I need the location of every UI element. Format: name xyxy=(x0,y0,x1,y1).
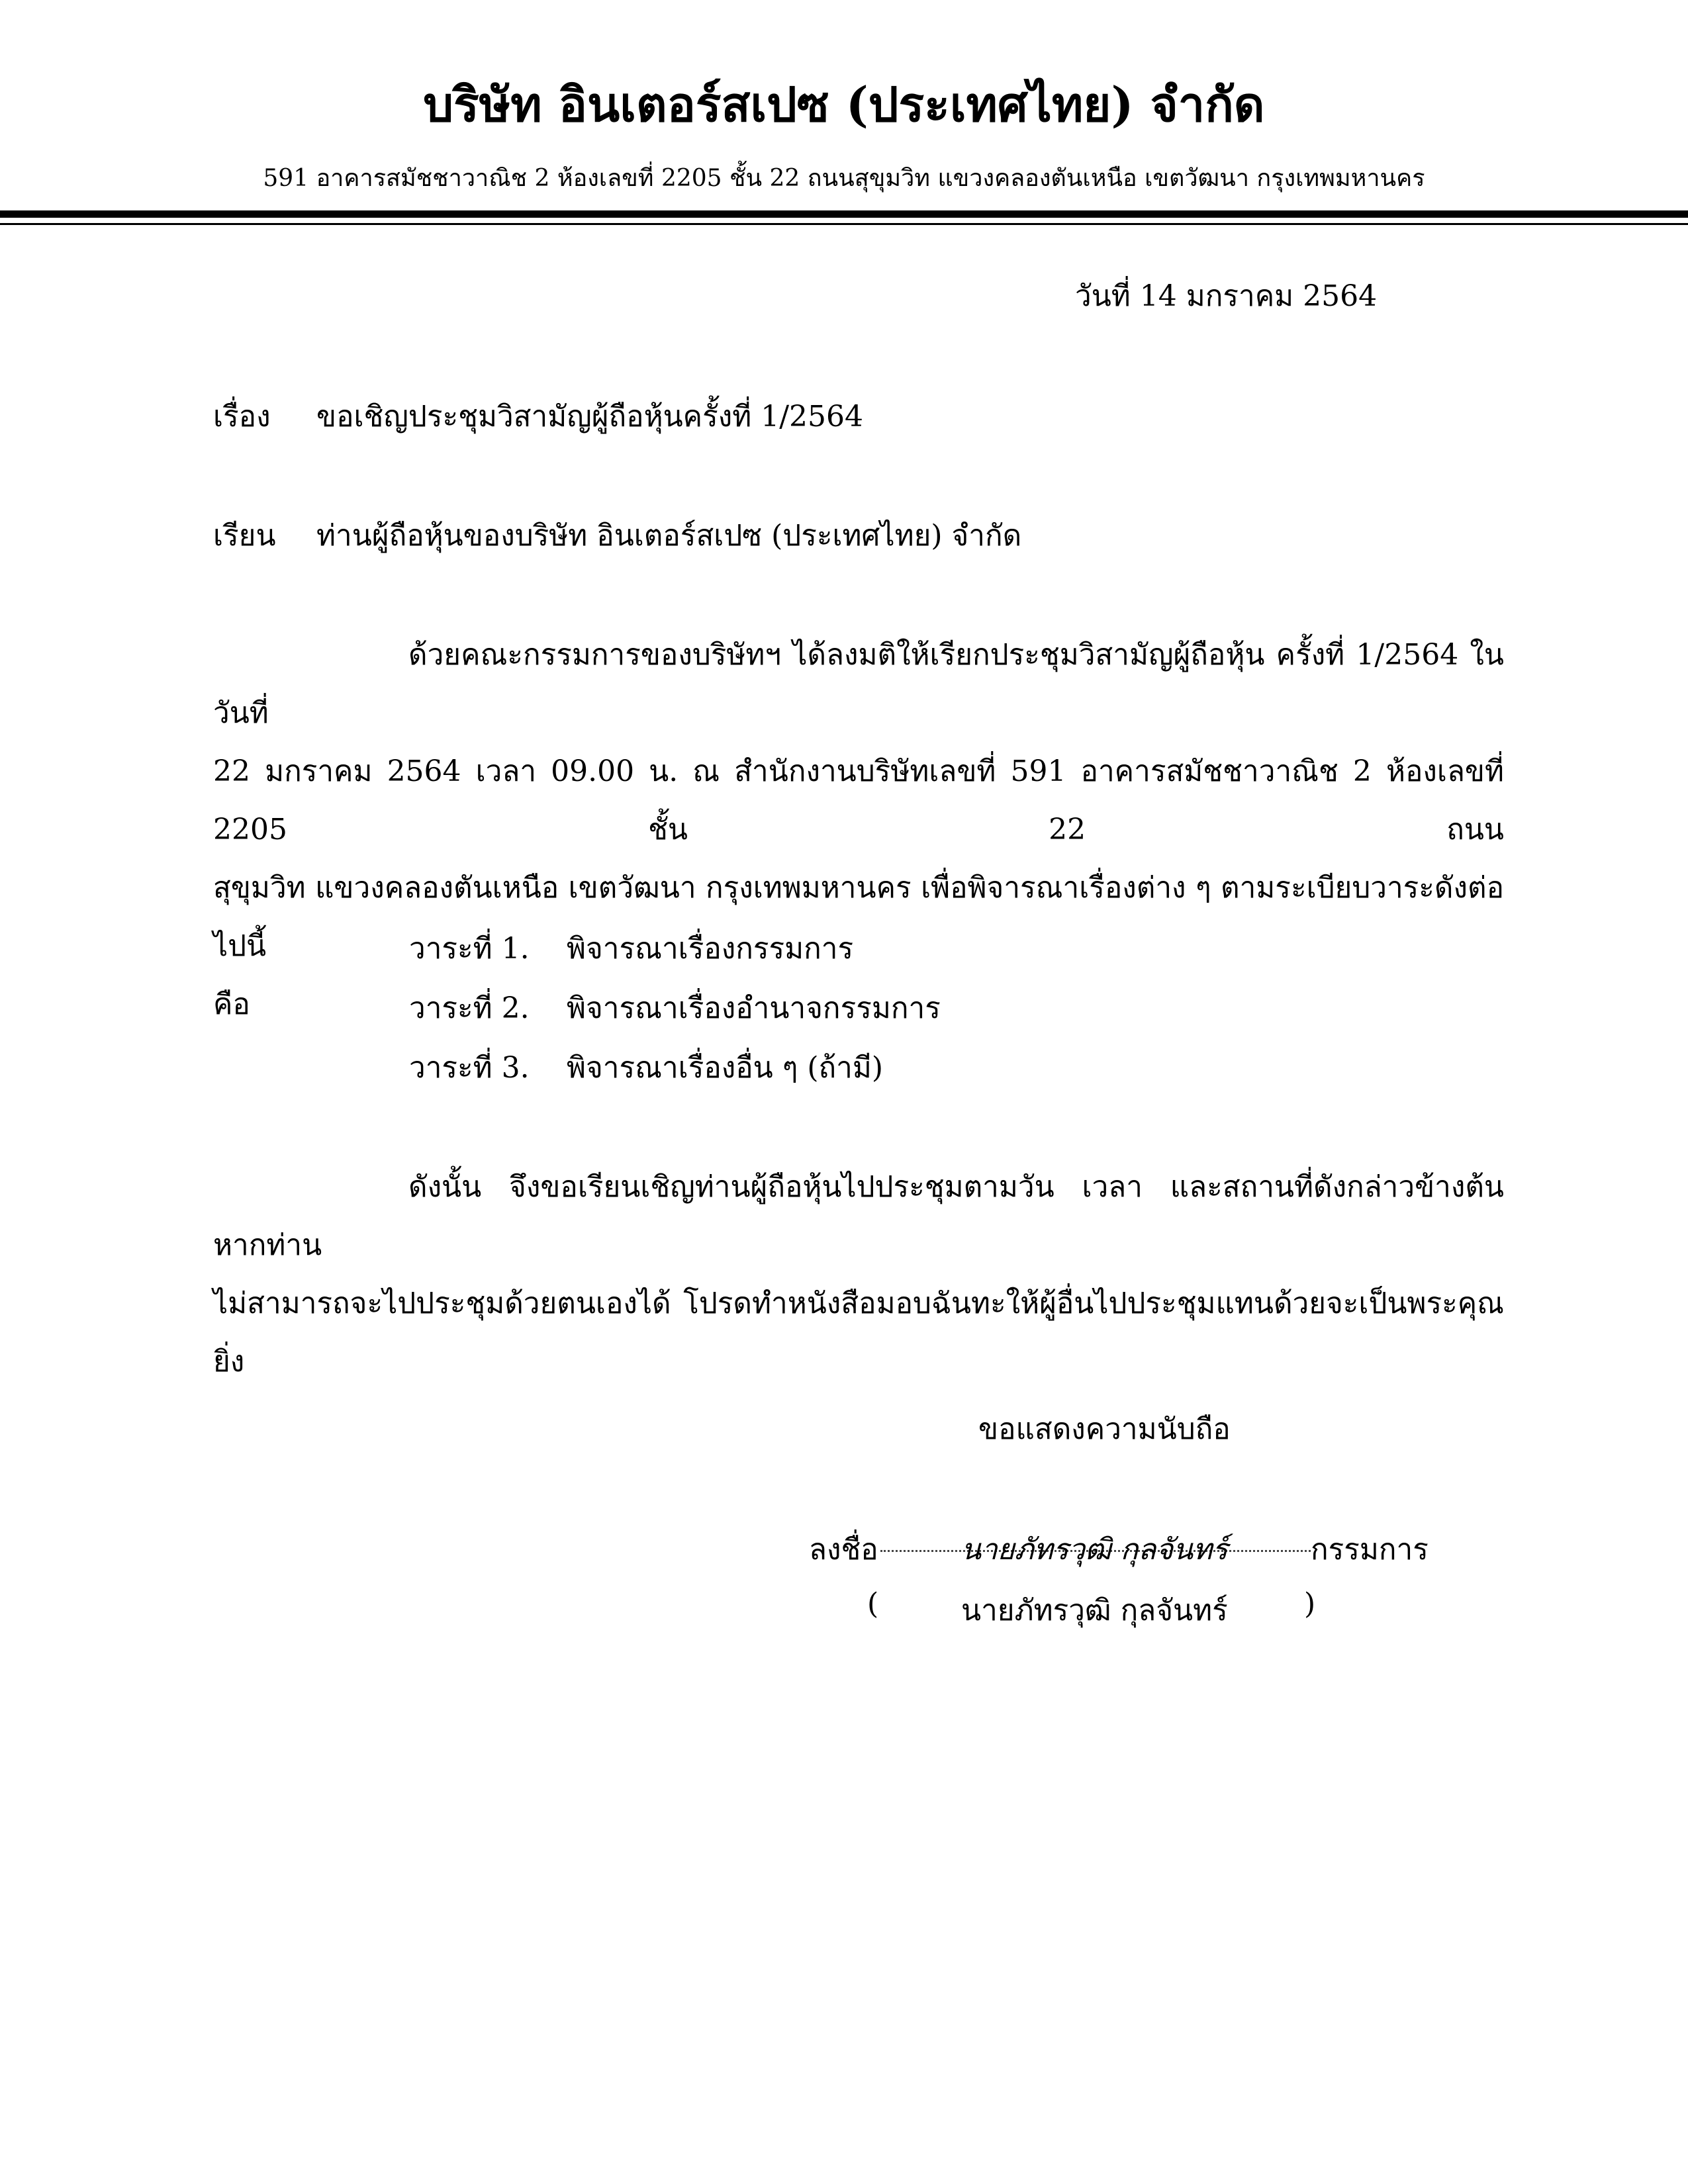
body-paragraph-1 xyxy=(213,626,1504,1034)
closing: ขอแสดงความนับถือ xyxy=(978,1412,1231,1446)
recipient-label: เรียน xyxy=(213,519,276,553)
agenda-item-number: วาระที่ 3. xyxy=(409,1051,530,1085)
signature-name: นายภัทรวุฒิ กุลจันทร์ xyxy=(961,1533,1228,1567)
letterhead-rule-thin xyxy=(0,223,1688,225)
paragraph-line: ดังนั้น จึงขอเรียนเชิญท่านผู้ถือหุ้นไปประชุมตามวัน เวลา และสถานที่ดังกล่าวข้างต้น หากท่าน xyxy=(213,1170,1504,1262)
printed-name: นายภัทรวุฒิ กุลจันทร์ xyxy=(961,1594,1228,1627)
agenda-item-text: พิจารณาเรื่องอำนาจกรรมการ xyxy=(567,991,941,1025)
paragraph-line: ด้วยคณะกรรมการของบริษัทฯ ได้ลงมติให้เรียกประชุมวิสามัญผู้ถือหุ้น ครั้งที่ 1/2564 ในวันที่ xyxy=(213,638,1504,730)
letterhead-rule-thick xyxy=(0,210,1688,218)
agenda-item-number: วาระที่ 1. xyxy=(409,932,530,966)
agenda-item-number: วาระที่ 2. xyxy=(409,991,530,1025)
agenda-item-text: พิจารณาเรื่องอื่น ๆ (ถ้ามี) xyxy=(567,1051,884,1085)
signer-title: กรรมการ xyxy=(1311,1533,1429,1567)
recipient-text: ท่านผู้ถือหุ้นของบริษัท อินเตอร์สเปซ (ประเทศไทย) จำกัด xyxy=(316,519,1022,553)
subject-text: ขอเชิญประชุมวิสามัญผู้ถือหุ้นครั้งที่ 1/2564 xyxy=(316,400,863,433)
paragraph-line: 22 มกราคม 2564 เวลา 09.00 น. ณ สำนักงานบริษัทเลขที่ 591 อาคารสมัชชาวาณิช 2 ห้องเลขที่ 2205 ชั้น 22 ถนน xyxy=(213,754,1504,846)
paren-close: ) xyxy=(1304,1587,1316,1621)
letter-date: วันที่ 14 มกราคม 2564 xyxy=(1075,279,1378,313)
company-address: 591 อาคารสมัชชาวาณิช 2 ห้องเลขที่ 2205 ชั้น 22 ถนนสุขุมวิท แขวงคลองตันเหนือ เขตวัฒนา กรุงเทพมหานคร xyxy=(263,165,1425,192)
body-paragraph-2 xyxy=(213,1158,1504,1391)
paragraph-line: สุขุมวิท แขวงคลองตันเหนือ เขตวัฒนา กรุงเทพมหานคร เพื่อพิจารณาเรื่องต่าง ๆ ตามระเบียบวาระดังต่อไปนี้ xyxy=(213,871,1504,963)
subject-label: เรื่อง xyxy=(213,400,271,433)
agenda-item-text: พิจารณาเรื่องกรรมการ xyxy=(567,932,854,966)
signature-label: ลงชื่อ xyxy=(809,1533,878,1567)
paren-open: ( xyxy=(867,1587,879,1621)
paragraph-line: ไม่สามารถจะไปประชุมด้วยตนเองได้ โปรดทำหนังสือมอบฉันทะให้ผู้อื่นไปประชุมแทนด้วยจะเป็นพระคุณยิ่ง xyxy=(213,1287,1504,1379)
paragraph-line: คือ xyxy=(213,987,250,1021)
company-name: บริษัท อินเตอร์สเปซ (ประเทศไทย) จำกัด xyxy=(423,76,1265,132)
